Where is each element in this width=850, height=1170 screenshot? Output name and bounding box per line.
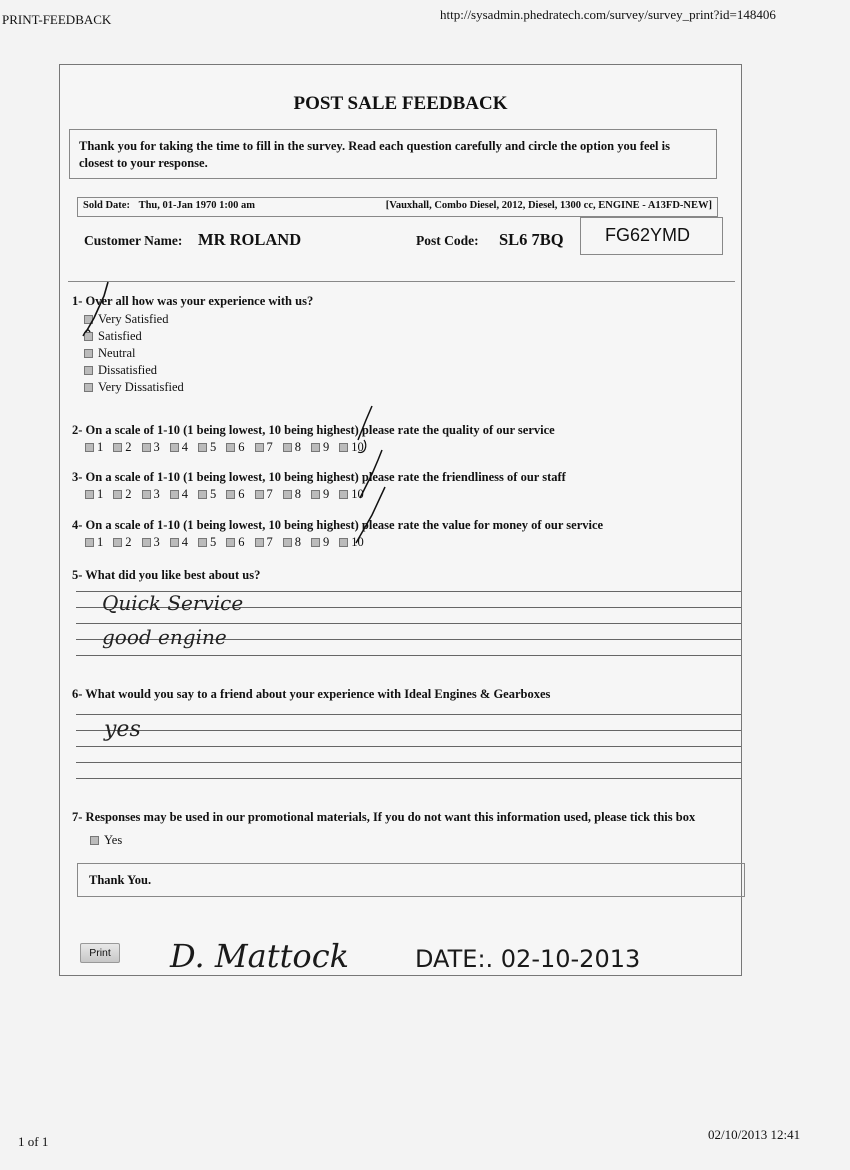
scale-option[interactable]: 6 (226, 440, 244, 455)
sold-date-label: Sold Date: (83, 200, 130, 211)
page-label: PRINT-FEEDBACK (2, 12, 112, 27)
scale-option[interactable]: 2 (113, 535, 131, 550)
question-6: 6- What would you say to a friend about your experience with Ideal Engines & Gearboxes (72, 687, 551, 701)
scale-option[interactable]: 7 (255, 440, 273, 455)
scale-option[interactable]: 3 (142, 440, 160, 455)
scale-option[interactable]: 2 (113, 440, 131, 455)
scale-option[interactable]: 4 (170, 535, 188, 550)
sold-date-value: Thu, 01-Jan 1970 1:00 am (138, 200, 255, 211)
print-datetime: 02/10/2013 12:41 (708, 1127, 801, 1142)
scale-option[interactable]: 9 (311, 535, 329, 550)
tick-mark (360, 450, 382, 498)
post-code-label: Post Code: (416, 233, 479, 248)
scale-option[interactable]: 6 (226, 487, 244, 502)
scale-option[interactable]: 1 (85, 535, 103, 550)
scale-option[interactable]: 3 (142, 535, 160, 550)
scale-option[interactable]: 8 (283, 487, 301, 502)
q7-option-yes[interactable]: Yes (90, 833, 122, 849)
q1-option-neutral[interactable]: Neutral (84, 346, 135, 362)
scale-option[interactable]: 3 (142, 487, 160, 502)
question-3: 3- On a scale of 1-10 (1 being lowest, 10 being highest) please rate the friendliness of our staff (72, 470, 566, 484)
thank-you-box: Thank You. (77, 863, 745, 897)
page-url: http://sysadmin.phedratech.com/survey/survey_print?id=148406 (440, 7, 776, 22)
q5-answer-line1: Quick Service (102, 591, 244, 615)
question-2: 2- On a scale of 1-10 (1 being lowest, 10 being highest) please rate the quality of our service (72, 423, 555, 437)
scale-option[interactable]: 2 (113, 487, 131, 502)
tick-mark (358, 406, 372, 440)
scale-option[interactable]: 7 (255, 487, 273, 502)
question-1: 1- Over all how was your experience with us? (72, 294, 314, 308)
intro-text: Thank you for taking the time to fill in the survey. Read each question carefully and circle the option you feel is closest to your response. (69, 129, 717, 179)
tick-mark (86, 282, 108, 332)
scale-option[interactable]: 9 (311, 487, 329, 502)
question-5: 5- What did you like best about us? (72, 568, 261, 582)
question-4: 4- On a scale of 1-10 (1 being lowest, 10 being highest) please rate the value for money of our service (72, 518, 604, 532)
tick-mark (83, 330, 90, 336)
scale-option[interactable]: 10 (339, 535, 364, 550)
scale-option[interactable]: 1 (85, 487, 103, 502)
q5-answer-line2: good engine (102, 625, 227, 649)
signature: D. Mattock (170, 937, 349, 975)
scale-option[interactable]: 9 (311, 440, 329, 455)
page-count: 1 of 1 (18, 1134, 49, 1149)
scale-option[interactable]: 8 (283, 440, 301, 455)
scale-option[interactable]: 10 (339, 487, 364, 502)
q1-option-dissatisfied[interactable]: Dissatisfied (84, 363, 157, 379)
q1-option-very-dissatisfied[interactable]: Very Dissatisfied (84, 380, 184, 396)
vehicle-details: [Vauxhall, Combo Diesel, 2012, Diesel, 1300 cc, ENGINE - A13FD-NEW] (385, 200, 712, 211)
post-code-value: SL6 7BQ (499, 230, 564, 249)
q6-answer: yes (104, 717, 141, 742)
scale-option[interactable]: 6 (226, 535, 244, 550)
question-7: 7- Responses may be used in our promotional materials, If you do not want this information used, please tick this box (72, 810, 696, 824)
scale-option[interactable]: 4 (170, 487, 188, 502)
scale-option[interactable]: 5 (198, 487, 216, 502)
scale-option[interactable]: 8 (283, 535, 301, 550)
scale-option[interactable]: 1 (85, 440, 103, 455)
scale-option[interactable]: 7 (255, 535, 273, 550)
customer-name-label: Customer Name: (84, 233, 183, 248)
scale-option[interactable]: 5 (198, 440, 216, 455)
q1-option-very-satisfied[interactable]: Very Satisfied (84, 312, 168, 328)
tick-mark (356, 487, 385, 543)
q1-option-satisfied[interactable]: Satisfied (84, 329, 142, 345)
handwritten-date: DATE:. 02-10-2013 (415, 945, 641, 973)
customer-name-value: MR ROLAND (198, 230, 302, 249)
scale-option[interactable]: 4 (170, 440, 188, 455)
print-button[interactable]: Print (80, 943, 120, 963)
tick-mark (358, 440, 366, 453)
scale-option[interactable]: 5 (198, 535, 216, 550)
form-title: POST SALE FEEDBACK (293, 93, 508, 114)
registration-box: FG62YMD (580, 217, 723, 255)
scale-option[interactable]: 10 (339, 440, 364, 455)
